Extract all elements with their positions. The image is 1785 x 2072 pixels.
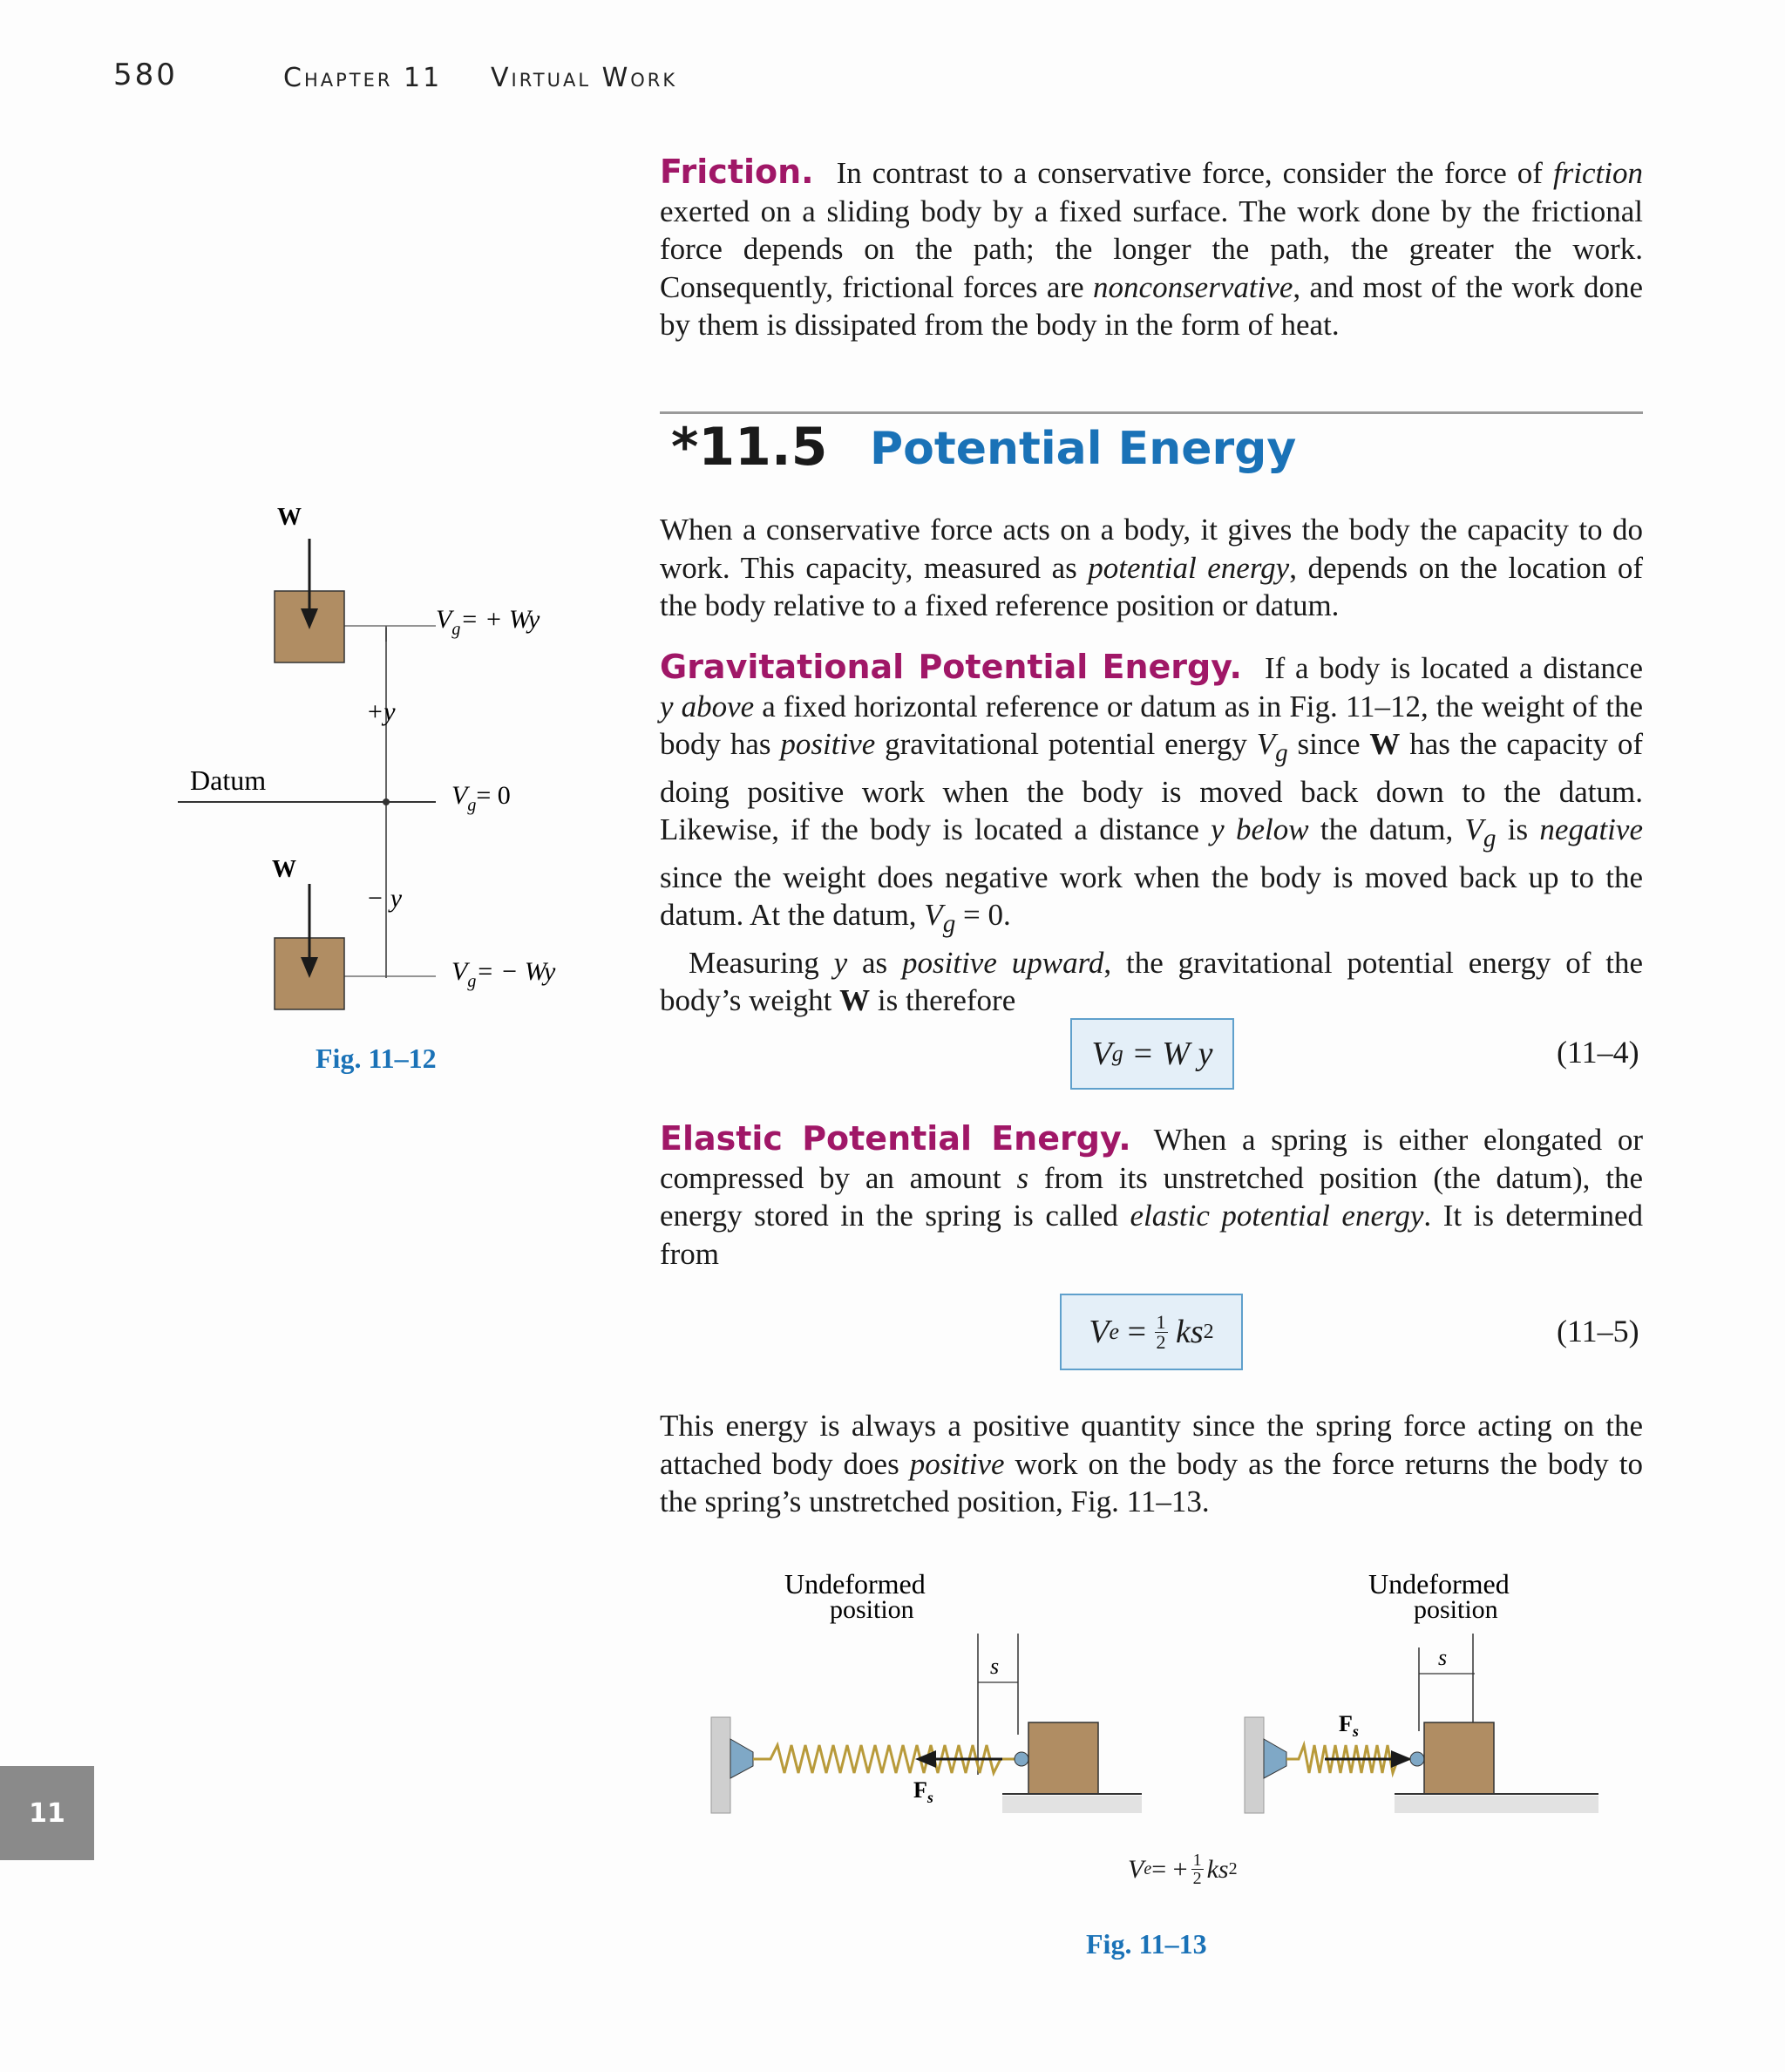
elastic-heading: Elastic Potential Energy. bbox=[660, 1119, 1131, 1158]
page-number: 580 bbox=[113, 58, 178, 92]
equation-number-11-4: (11–4) bbox=[1557, 1035, 1639, 1070]
undeformed-label-left: Undeformed bbox=[784, 1568, 926, 1600]
weight-label-top: W bbox=[277, 504, 302, 531]
equation-11-4: V g = W y bbox=[1070, 1018, 1234, 1090]
figure-11-13 bbox=[697, 1560, 1639, 1865]
datum-label: Datum bbox=[190, 764, 267, 796]
intro-paragraph: When a conservative force acts on a body, it gives the body the capacity to do work. This capacity, measured as potential energy, depends on the location of the body relative to a fixed reference position or datum. bbox=[660, 513, 1643, 622]
s-label-left: s bbox=[990, 1654, 1000, 1679]
figure-11-13-caption: Fig. 11–13 bbox=[1086, 1928, 1207, 1960]
s-label-right: s bbox=[1438, 1645, 1448, 1670]
friction-paragraph: Friction. In contrast to a conservative force, consider the force of friction exerted on a sliding body by a fixed surface. The work done by the frictional force depends on the path; the longer the path, the greater the work. Consequently, frictional forces are nonconservative, and most of the work done by them is dissipated from the body in the form of heat. bbox=[660, 153, 1643, 342]
datum-origin bbox=[383, 798, 390, 805]
minus-y-label: − y bbox=[366, 884, 403, 913]
block-pin-left bbox=[1015, 1752, 1028, 1766]
friction-heading: Friction. bbox=[660, 153, 814, 191]
force-label-left: $F_s$ bbox=[913, 1777, 933, 1806]
gravitational-heading: Gravitational Potential Energy. bbox=[660, 648, 1242, 686]
weight-label-bottom: W bbox=[272, 856, 296, 883]
ground-hatch-left bbox=[1002, 1796, 1142, 1813]
ground-hatch-right bbox=[1395, 1796, 1598, 1813]
wall-right bbox=[1245, 1717, 1264, 1813]
section-rule bbox=[660, 411, 1643, 414]
figure-11-12-caption: Fig. 11–12 bbox=[316, 1043, 437, 1074]
section-title: Potential Energy bbox=[870, 423, 1297, 475]
plus-y-label: +y bbox=[366, 697, 396, 726]
wall-bracket-right bbox=[1264, 1739, 1286, 1778]
equation-number-11-5: (11–5) bbox=[1557, 1314, 1639, 1348]
block-left bbox=[1028, 1722, 1098, 1794]
wall-left bbox=[711, 1717, 730, 1813]
force-label-right: $F_s$ bbox=[1339, 1711, 1359, 1740]
elastic-paragraph: Elastic Potential Energy. When a spring is either elongated or compressed by an amount s from its unstretched position (the datum), the energy stored in the spring is called elastic potential energy. It is determined from bbox=[660, 1119, 1643, 1271]
closing-paragraph: This energy is always a positive quantity since the spring force acting on the attached body does positive work on the body as the force returns the body to the spring’s unstretched position, Fig. 11–13. bbox=[660, 1409, 1643, 1518]
undeformed-label-right: Undeformed bbox=[1368, 1568, 1510, 1600]
gravitational-paragraph: Gravitational Potential Energy. If a body is located a distance y above a fixed horizontal reference or datum as in Fig. 11–12, the weight of the body has positive gravitational potential energy $V_g$ since W has the capacity of doing positive work when the body is moved back down to the datum. Likewise, if the body is located a distance y below the datum, $V_g$ is negative since the weight does negative work when the body is moved back up to the datum. At the datum, $V_g = 0$. Measuring y as positive upward, the gravitational potential energy of the body’s weight W is therefore bbox=[660, 648, 1644, 1017]
equation-11-5: V e = $\frac{1}{2}$ ks 2 bbox=[1060, 1294, 1243, 1370]
position-label-right: position bbox=[1414, 1595, 1498, 1624]
elastic-energy-expression: V e = + $\frac{1}{2}$ ks 2 bbox=[1128, 1851, 1238, 1888]
position-label-left: position bbox=[830, 1595, 914, 1624]
vg-bottom-label: $V_g= - Wy$ bbox=[451, 957, 556, 991]
vg-mid-label: $V_g= 0$ bbox=[451, 781, 511, 815]
force-arrowhead-right bbox=[1391, 1750, 1412, 1768]
chapter-side-tab: 11 bbox=[0, 1766, 94, 1860]
figure-11-12 bbox=[166, 497, 619, 1020]
section-number: *11.5 bbox=[671, 417, 828, 478]
block-right bbox=[1424, 1722, 1494, 1794]
chapter-title: Virtual Work bbox=[491, 63, 678, 93]
block-pin-right bbox=[1410, 1752, 1424, 1766]
vg-top-label: $V_g= + Wy$ bbox=[436, 605, 540, 639]
chapter-label: Chapter 11 bbox=[283, 63, 443, 93]
wall-bracket-left bbox=[730, 1739, 753, 1778]
